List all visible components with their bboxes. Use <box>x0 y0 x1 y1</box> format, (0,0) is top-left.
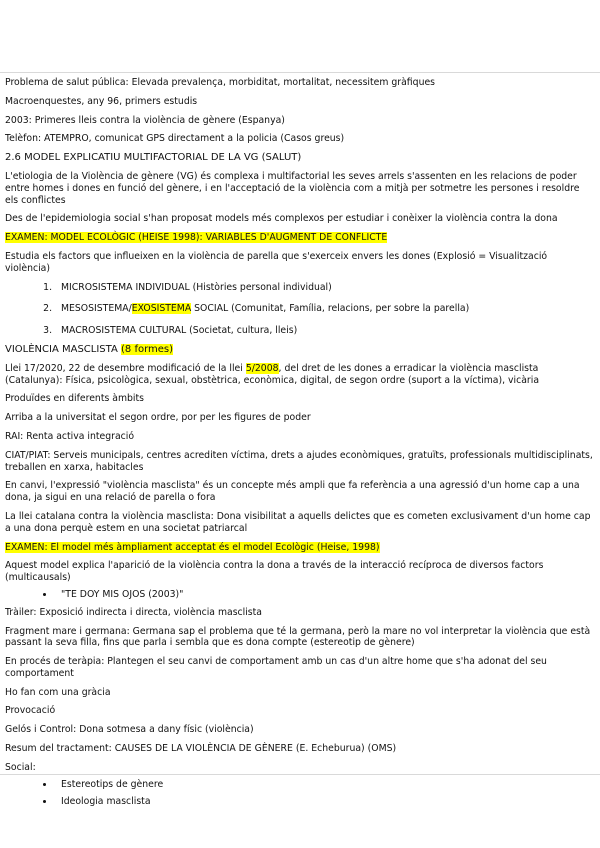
section-heading: 2.6 MODEL EXPLICATIU MULTIFACTORIAL DE LA VG (SALUT) <box>5 152 302 164</box>
paragraph: VIOLÈNCIA MASCLISTA (8 formes) <box>5 343 174 355</box>
list-item: 1. MICROSISTEMA INDIVIDUAL (Històries personal individual) <box>55 282 595 294</box>
exam-heading <box>5 542 595 554</box>
ecological-levels-list <box>5 282 595 337</box>
paragraph: Estudia els factors que influeixen en la violència de parella que s'exerceix envers les dones (Explosió = Visualització violència) <box>5 250 548 274</box>
paragraph: Llei 17/2020, 22 de desembre modificació de la llei 5/2008, del dret de les dones a erradicar la violència masclista (Catalunya): Física, psicològica, sexual, obstètrica, econòmica, digital, de segon ordre (suport a la víctima), vicària <box>5 362 540 386</box>
paragraph: La llei catalana contra la violència masclista: Dona visibilitat a aquells delictes que es cometen exclusivament d'un home cap a una dona perquè estem en una societat patriarcal <box>5 510 591 534</box>
paragraph: CIAT/PIAT: Serveis municipals, centres acrediten víctima, drets a ajudes econòmiques, gratuïts, professionals multidisciplinats, treballen en xarxa, habitacles <box>5 449 593 473</box>
text-line: Provocació <box>5 705 56 717</box>
paragraph: En procés de teràpia: Plantegen el seu canvi de comportament amb un cas d'un altre home que s'ha adonat del seu comportament <box>5 656 547 679</box>
text-line: RAI: Renta activa integració <box>5 430 135 442</box>
list-item: • Estereotips de gènere <box>55 779 595 791</box>
document-body <box>5 77 595 814</box>
paragraph: En canvi, l'expressió "violència masclista" és un concepte més ampli que fa referència a una agressió d'un home cap a una dona, ja sigui en una relació de parella o fora <box>5 480 580 504</box>
highlighted-text: EXOSISTEMA <box>131 303 192 315</box>
social-list <box>5 779 595 809</box>
text-line: Telèfon: ATEMPRO, comunicat GPS directament a la policia (Casos greus) <box>5 133 345 145</box>
text-line: 2003: Primeres lleis contra la violència de gènere (Espanya) <box>5 114 285 126</box>
highlighted-text: EXAMEN: El model més àmpliament acceptat és el model Ecològic (Heise, 1998) <box>5 541 380 553</box>
text-line: Resum del tractament: CAUSES DE LA VIOLÈNCIA DE GÈNERE (E. Echeburua) (OMS) <box>5 743 397 755</box>
list-item: • Ideologia masclista <box>55 796 595 808</box>
paragraph: L'etiologia de la Violència de gènere (VG) és complexa i multifactorial les seves arrels s'assenten en les relacions de poder entre homes i dones en funció del gènere, i en l'acceptació de la violència com a mitjà per sotmetre les persones i resoldre els conflictes <box>5 170 580 206</box>
film-list <box>5 589 595 601</box>
highlighted-text: EXAMEN: MODEL ECOLÒGIC (HEISE 1998): VARIABLES D'AUGMENT DE CONFLICTE <box>5 232 388 244</box>
top-divider <box>0 72 600 73</box>
exam-heading <box>5 232 595 244</box>
text-line: Ho fan com una gràcia <box>5 686 111 698</box>
list-item: • "TE DOY MIS OJOS (2003)" <box>55 589 595 601</box>
paragraph: Fragment mare i germana: Germana sap el problema que té la germana, però la mare no vol interpretar la violència que està passant la seva filla, fins que parla i sembla que es dona compte (estereotip de gènere) <box>5 625 591 649</box>
text-line: Problema de salut pública: Elevada prevalença, morbiditat, mortalitat, necessitem gràfiques <box>5 77 436 88</box>
paragraph: Des de l'epidemiologia social s'han proposat models més complexos per estudiar i conèixer la violència contra la dona <box>5 213 558 225</box>
paragraph: Aquest model explica l'aparició de la violència contra la dona a través de la interacció recíproca de diversos factors (multicausals) <box>5 560 544 584</box>
text-line: Arriba a la universitat el segon ordre, por per les figures de poder <box>5 412 311 424</box>
text-line: Macroenquestes, any 96, primers estudis <box>5 95 198 107</box>
text-line: Tràiler: Exposició indirecta i directa, violència masclista <box>5 606 262 618</box>
list-item: 3. MACROSISTEMA CULTURAL (Societat, cultura, lleis) <box>55 325 595 337</box>
highlighted-text: 5/2008 <box>245 362 279 374</box>
text-line: Social: <box>5 761 36 773</box>
list-item: 2. MESOSISTEMA/EXOSISTEMA SOCIAL (Comunitat, Família, relacions, per sobre la parella) <box>55 303 595 315</box>
highlighted-text: (8 formes) <box>121 343 174 355</box>
text-line: Produïdes en diferents àmbits <box>5 393 144 405</box>
text-line: Gelós i Control: Dona sotmesa a dany físic (violència) <box>5 724 254 736</box>
bottom-divider <box>0 774 600 775</box>
